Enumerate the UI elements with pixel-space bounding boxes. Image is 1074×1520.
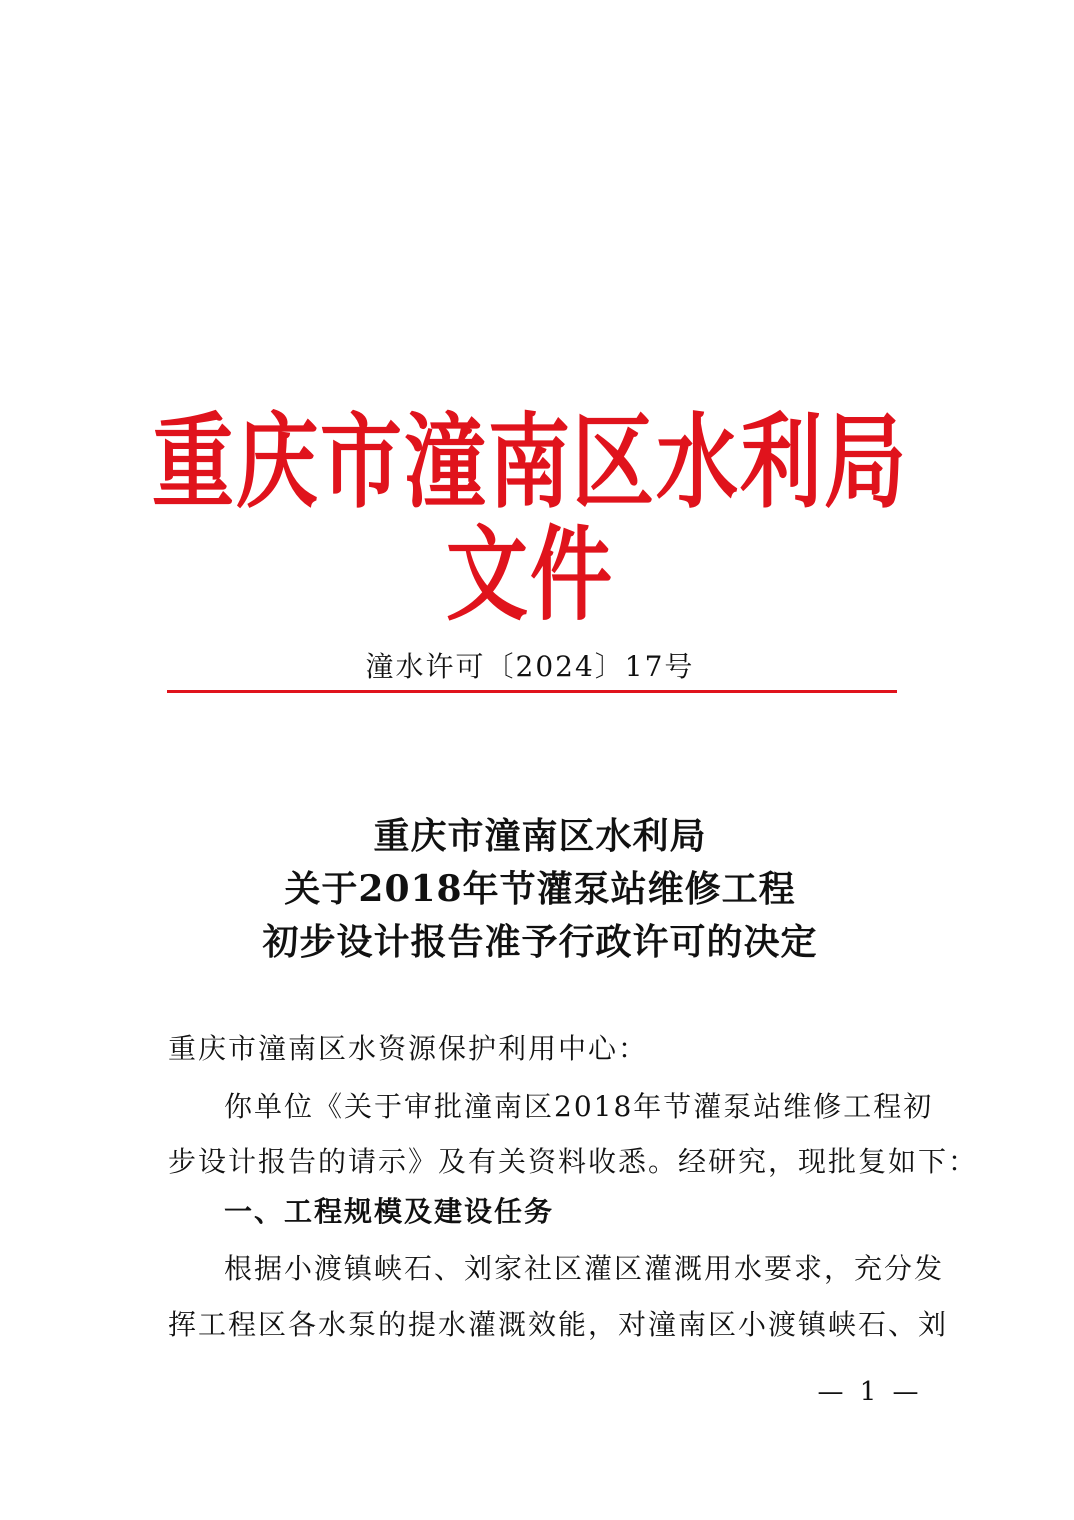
addressee: 重庆市潼南区水资源保护利用中心： bbox=[168, 1032, 649, 1065]
header-red-rule bbox=[167, 690, 897, 693]
document-number: 潼水许可〔2024〕17号 bbox=[365, 650, 695, 683]
para1-line1: 你单位《关于审批潼南区2018年节灌泵站维修工程初 bbox=[224, 1090, 934, 1123]
title-line-1: 重庆市潼南区水利局 bbox=[373, 815, 707, 857]
para2-line1: 根据小渡镇峡石、刘家社区灌区灌溉用水要求，充分发 bbox=[224, 1252, 945, 1285]
document-header-title: 重庆市潼南区水利局文件 bbox=[151, 403, 908, 636]
title-line-3: 初步设计报告准予行政许可的决定 bbox=[262, 921, 818, 963]
para1-line2: 步设计报告的请示》及有关资料收悉。经研究，现批复如下： bbox=[168, 1145, 979, 1178]
page-number: — 1 — bbox=[817, 1377, 923, 1407]
title-line-2: 关于2018年节灌泵站维修工程 bbox=[284, 868, 796, 910]
para2-line2: 挥工程区各水泵的提水灌溉效能，对潼南区小渡镇峡石、刘 bbox=[168, 1308, 949, 1341]
section1-heading: 一、工程规模及建设任务 bbox=[224, 1195, 555, 1228]
